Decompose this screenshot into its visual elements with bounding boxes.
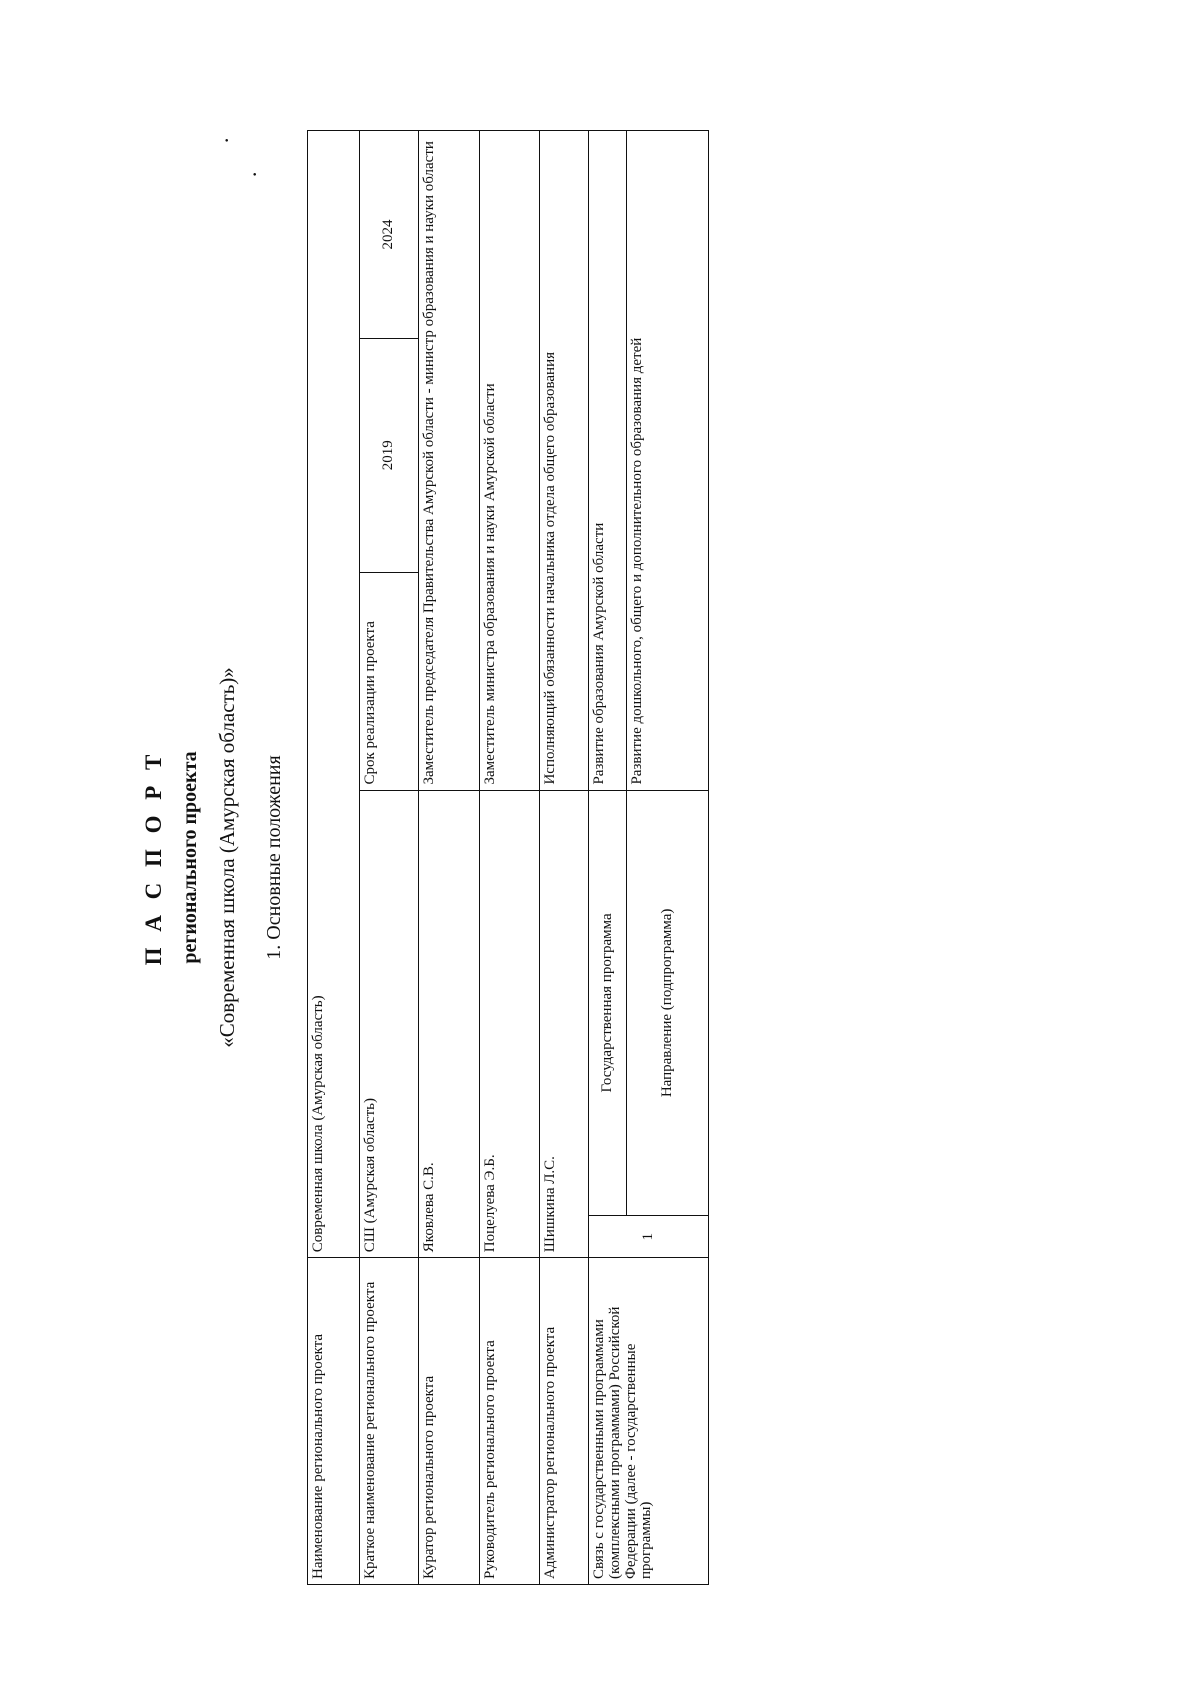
row-program xyxy=(589,131,627,1585)
row-label: Куратор регионального проекта xyxy=(419,1258,480,1585)
passport-table xyxy=(307,130,709,1585)
row-project-name xyxy=(308,131,360,1585)
document-title: П А С П О Р Т xyxy=(141,749,166,966)
direction-label: Направление (подпрограмма) xyxy=(627,790,709,1216)
project-name-value: Современная школа (Амурская область) xyxy=(308,131,360,1258)
rotated-page xyxy=(135,130,720,1585)
admin-name: Шишкина Л.С. xyxy=(540,790,589,1258)
section-heading: 1. Основные положения xyxy=(263,755,285,960)
row-curator xyxy=(419,131,480,1585)
program-value: Развитие образования Амурской области xyxy=(589,131,627,791)
period-label: Срок реализации проекта xyxy=(360,572,419,790)
row-short-name xyxy=(360,131,419,1585)
direction-value: Развитие дошкольного, общего и дополнительного образования детей xyxy=(627,131,709,791)
curator-position: Заместитель председателя Правительства Амурской области - министр образования и науки области xyxy=(419,131,480,791)
row-label: Руководитель регионального проекта xyxy=(480,1258,540,1585)
leader-position: Заместитель министра образования и науки Амурской области xyxy=(480,131,540,791)
row-label: Связь с государственными программами (комплексными программами) Российской Федерации (далее - государственные программы) xyxy=(589,1258,709,1585)
row-admin xyxy=(540,131,589,1585)
title-block xyxy=(135,130,300,1585)
leader-name: Поцелуева Э.Б. xyxy=(480,790,540,1258)
project-title: «Современная школа (Амурская область)» xyxy=(215,667,239,1048)
row-label: Краткое наименование регионального проекта xyxy=(360,1258,419,1585)
short-name-value: СШ (Амурская область) xyxy=(360,790,419,1258)
scan-speck: · xyxy=(247,171,264,177)
row-label: Администратор регионального проекта xyxy=(540,1258,589,1585)
start-year: 2019 xyxy=(360,338,419,572)
end-year: 2024 xyxy=(360,131,419,339)
program-label: Государственная программа xyxy=(589,790,627,1216)
row-leader xyxy=(480,131,540,1585)
admin-position: Исполняющий обязанности начальника отдела общего образования xyxy=(540,131,589,791)
curator-name: Яковлева С.В. xyxy=(419,790,480,1258)
link-number: 1 xyxy=(589,1216,709,1258)
document-subtitle: регионального проекта xyxy=(179,751,201,964)
row-label: Наименование регионального проекта xyxy=(308,1258,360,1585)
scan-speck: · xyxy=(219,137,236,143)
